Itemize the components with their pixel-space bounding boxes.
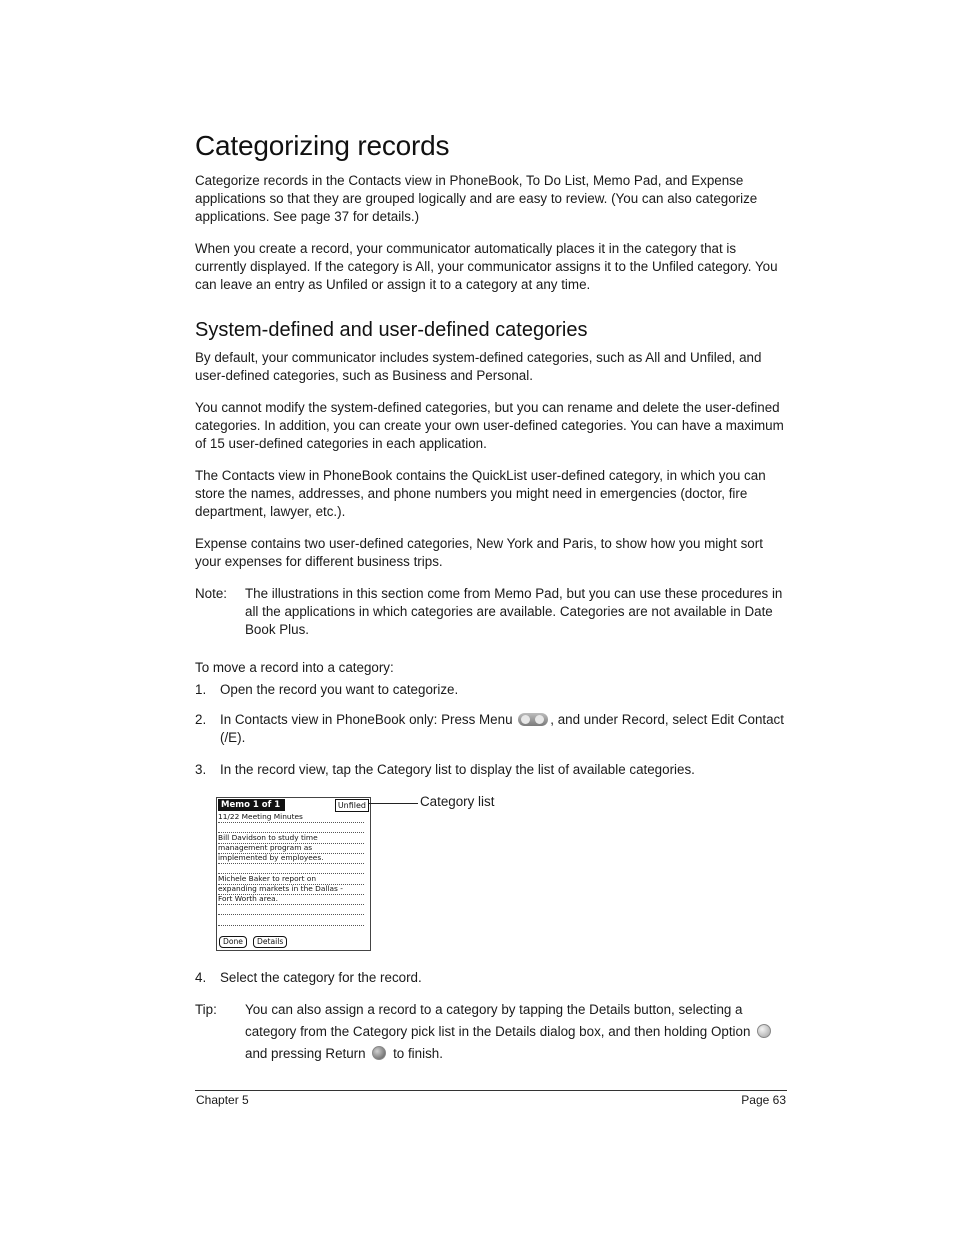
step-number: 1. [195,682,207,697]
return-key-icon [372,1046,386,1060]
section-heading: System-defined and user-defined categories [195,319,588,341]
step-2-text-after: , and under Record, select Edit Contact (/E). [220,712,784,745]
section-paragraph-1: By default, your communicator includes system-defined categories, such as All and Unfiled, and user-defined categories, such as Business and Personal. [195,350,762,383]
intro-paragraph-1: Categorize records in the Contacts view in PhoneBook, To Do List, Memo Pad, and Expense applications so that they are grouped logically and are easy to review. (You can also categorize applications. See page 37 for details.) [195,173,758,224]
step-text: Open the record you want to categorize. [220,682,459,697]
step-2-text-before: In Contacts view in PhoneBook only: Press Menu [220,712,513,727]
tip-line-2: category from the Category pick list in the Details dialog box, and then holding Option [245,1021,787,1043]
tip-text [245,999,787,1065]
memo-line: Fort Worth area. [218,894,364,905]
step-text: In the record view, tap the Category list to display the list of available categories. [220,762,695,777]
step-number: 3. [195,762,207,777]
memo-line [218,915,364,926]
step-number: 2. [195,712,207,727]
section-paragraph-4: Expense contains two user-defined categories, New York and Paris, to show how you might sort your expenses for different business trips. [195,536,763,569]
intro-paragraph-2: When you create a record, your communicator automatically places it in the category that is currently displayed. If the category is All, your communicator assigns it to the Unfiled category. You can leave an entry as Unfiled or assign it to a category at any time. [195,241,778,292]
memo-line [218,904,364,915]
memo-line: expanding markets in the Dallas - [218,884,364,895]
step-text: Select the category for the record. [220,970,422,985]
memo-line [218,822,364,833]
page-title: Categorizing records [195,130,450,161]
section-paragraph-2: You cannot modify the system-defined categories, but you can rename and delete the user-defined categories. In addition, you can create your own user-defined categories. You can have a maximum of 15 user-defined categories in each application. [195,400,784,451]
step-number: 4. [195,970,207,985]
note-text: The illustrations in this section come from Memo Pad, but you can use these procedures in all the applications in which categories are available. Categories are not available in Date Book Plus. [245,586,783,637]
footer-rule [195,1090,787,1091]
callout-line [369,803,418,804]
details-button[interactable]: Details [253,936,287,948]
memo-line: Michele Baker to report on [218,874,364,885]
memo-line: management program as [218,843,364,854]
memo-title: Memo 1 of 1 [218,799,285,811]
procedure-heading: To move a record into a category: [195,660,394,675]
category-list[interactable]: Unfiled [335,799,369,812]
section-paragraph-3: The Contacts view in PhoneBook contains the QuickList user-defined category, in which you can store the names, addresses, and phone numbers you might need in emergencies (doctor, fire department, lawyer, etc.). [195,468,766,519]
footer-page-number: Page 63 [741,1093,786,1107]
memo-line: 11/22 Meeting Minutes [218,812,364,823]
tip-line-3: and pressing Return to finish. [245,1046,443,1061]
memo-line: implemented by employees. [218,853,364,864]
memo-screenshot [216,797,371,951]
done-button[interactable]: Done [219,936,247,948]
menu-key-icon [518,713,548,726]
footer-chapter: Chapter 5 [196,1093,249,1107]
memo-line [218,863,364,874]
tip-line-1: You can also assign a record to a category by tapping the Details button, selecting a [245,1002,743,1017]
tip-label: Tip: [195,1002,217,1017]
callout-label: Category list [420,794,495,809]
memo-line: Bill Davidson to study time [218,833,364,844]
step-text [220,711,787,747]
note-label: Note: [195,586,228,601]
option-key-icon [757,1024,771,1038]
